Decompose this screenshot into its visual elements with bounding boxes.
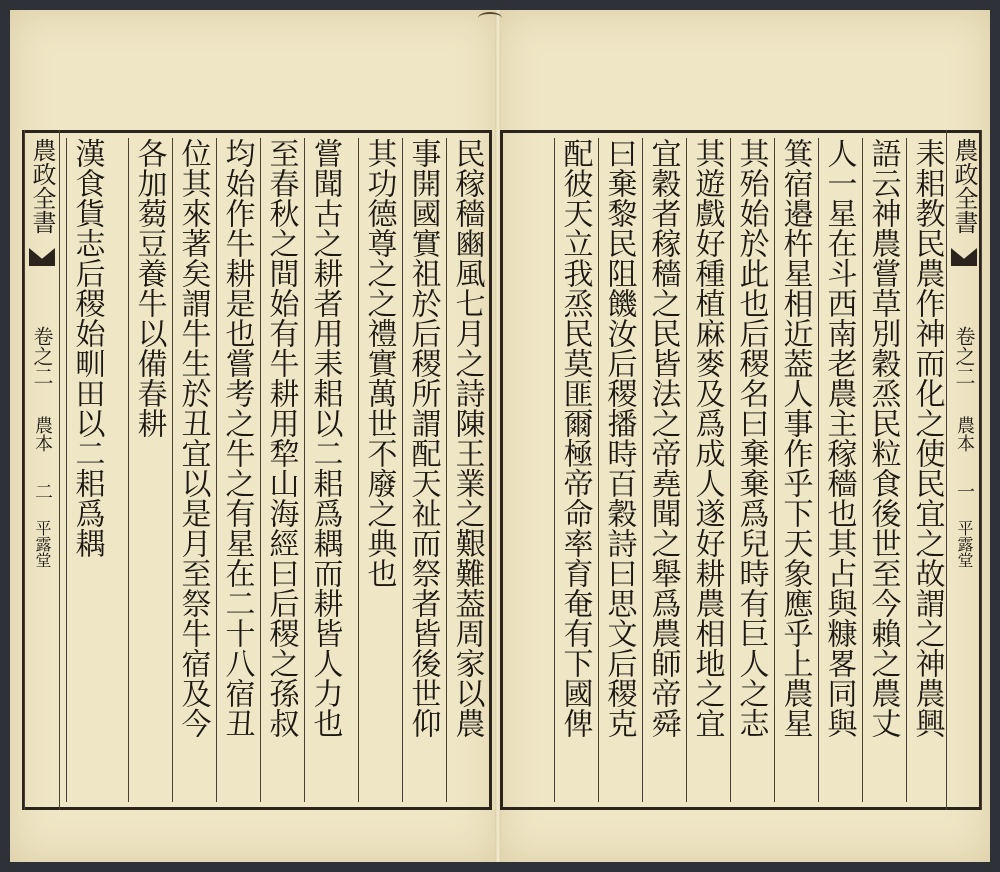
- text-column: 位其來著矣謂牛生於丑宜以是月至祭牛宿及今: [172, 138, 212, 802]
- text-column: 耒耜教民農作神而化之使民宜之故謂之神農興: [906, 138, 946, 802]
- binding-thread: [478, 12, 502, 24]
- fish-tail-mark-icon: [29, 248, 55, 266]
- text-column: 嘗聞古之耕者用耒耜以二耜爲耦而耕皆人力也: [304, 138, 344, 802]
- text-column: 均始作牛耕是也嘗考之牛之有星在二十八宿丑: [216, 138, 256, 802]
- section-label: 農本: [954, 416, 975, 452]
- studio-name: 平露堂: [955, 520, 974, 568]
- book-title: 農政全書: [950, 138, 978, 234]
- text-column: 人一星在斗西南老農主稼穡也其占與糠畧同與: [818, 138, 858, 802]
- text-column: 民稼穡豳風七月之詩陳王業之艱難葢周家以農: [446, 138, 486, 802]
- text-column: 其殆始於此也后稷名曰棄棄爲兒時有巨人之志: [730, 138, 770, 802]
- page-number: 一: [954, 482, 975, 500]
- studio-name: 平露堂: [33, 520, 52, 568]
- section-label: 農本: [32, 416, 53, 452]
- text-column: 事開國實祖於后稷所謂配天祉而祭者皆後世仰: [402, 138, 442, 802]
- book-title: 農政全書: [28, 138, 56, 234]
- text-column: 語云神農嘗草別穀烝民粒食後世至今賴之農丈: [862, 138, 902, 802]
- text-column: 配彼天立我烝民莫匪爾極帝命率育奄有下國俾: [554, 138, 594, 802]
- text-column: 其功德尊之之禮實萬世不廢之典也: [358, 138, 398, 802]
- text-column: 其遊戲好種植麻麥及爲成人遂好耕農相地之宜: [686, 138, 726, 802]
- volume-label: 卷之二: [952, 326, 976, 386]
- text-column: 漢食貨志后稷始甽田以二耜爲耦: [66, 138, 106, 802]
- text-column: 曰棄黎民阻饑汝后稷播時百穀詩曰思文后稷克: [598, 138, 638, 802]
- text-column: 各加蒭豆養牛以備春耕: [128, 138, 168, 802]
- text-column: 箕宿邉杵星相近葢人事作乎下天象應乎上農星: [774, 138, 814, 802]
- text-column: 宜穀者稼穡之民皆法之帝堯聞之舉爲農師帝舜: [642, 138, 682, 802]
- volume-label: 卷之二: [30, 326, 54, 386]
- text-column: 至春秋之間始有牛耕用犂山海經曰后稷之孫叔: [260, 138, 300, 802]
- page-number: 二: [32, 482, 53, 500]
- fish-tail-mark-icon: [951, 248, 977, 266]
- right-margin-column: [946, 138, 982, 802]
- left-margin-column: [24, 138, 60, 802]
